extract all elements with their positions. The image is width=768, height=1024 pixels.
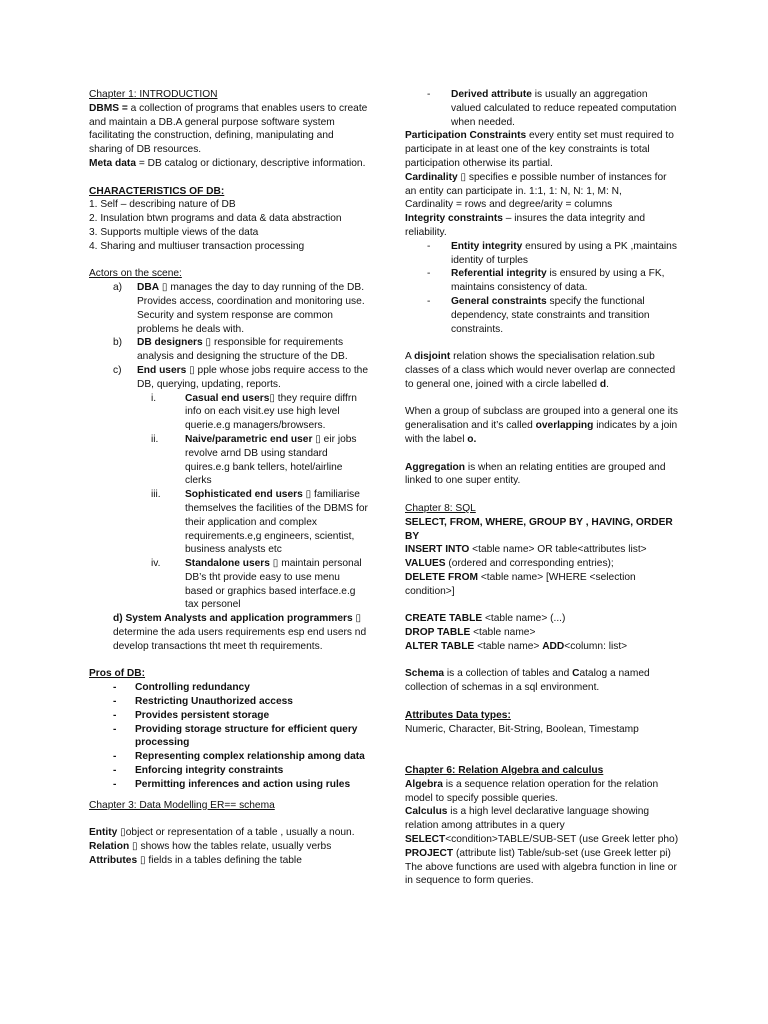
char-item: 2. Insulation btwn programs and data & data abstraction [89,213,342,225]
end-user-item: iv. Standalone users ▯ maintain personal DB’s tht provide easy to use menu based or graphics based interface.e.g tax personel [151,558,362,611]
disjoint-paragraph: A disjoint relation shows the specialisation relation.sub classes of a class which would never overlap are connected to general one, joined with a circle labelled d. [405,351,676,390]
char-item: 1. Self – describing nature of DB [89,199,236,211]
select-line: SELECT<condition>TABLE/SUB-SET (use Greek letter pho) [405,834,679,846]
cardinality-line: Cardinality = rows and degree/arity = columns [405,199,613,211]
pros-item: - Controlling redundancy [113,682,250,694]
char-item: 4. Sharing and multiuser transaction processing [89,240,305,252]
schema-paragraph: Schema is a collection of tables and Catalog a named collection of schemas in a sql environment. [405,668,650,694]
characteristics-heading: CHARACTERISTICS OF DB: [89,185,225,197]
pros-heading: Pros of DB: [89,668,146,680]
integrity-item: - Entity integrity ensured by using a PK ,maintains identity of turples [427,240,677,266]
algebra-definition: Algebra is a sequence relation operation for the relation model to specify possible queries. [405,778,659,804]
attributes-definition: Attributes ▯ fields in a tables defining the table [89,854,302,866]
attribute-types-heading: Attributes Data types: [405,709,511,721]
left-column [89,88,369,868]
attribute-types: Numeric, Character, Bit-String, Boolean, Timestamp [405,723,639,735]
pros-item: - Providing storage structure for efficient query processing [113,723,358,749]
integrity-definition: Integrity constraints – insures the data integrity and reliability. [405,213,646,238]
alter-line: ALTER TABLE <table name> ADD<column: list> [405,640,628,652]
actor-item: c) End users ▯ pple whose jobs require access to the DB, querying, updating, reports. [113,364,368,390]
chapter8-heading: Chapter 8: SQL [405,502,476,514]
above-functions-note: The above functions are used with algebra function in line or in sequence to form queries. [405,861,677,887]
chapter1-heading: Chapter 1: INTRODUCTION [89,89,218,100]
actor-item: b) DB designers ▯ responsible for requirements analysis and designing the structure of the DB. [113,337,348,363]
pros-item: - Enforcing integrity constraints [113,765,284,777]
insert-line: INSERT INTO <table name> OR table<attributes list> [405,544,647,556]
metadata-definition: Meta data = DB catalog or dictionary, descriptive information. [89,157,366,169]
end-user-item: iii. Sophisticated end users ▯ familiarise themselves the facilities of the DBMS for their application and complex requirements.e,g engineers, scientist, business analysts etc [151,489,368,556]
aggregation-paragraph: Aggregation is when an relating entities are grouped and linked to one super entity. [405,461,666,487]
end-user-item: ii. Naive/parametric end user ▯ eir jobs revolve arnd DB using standard quires.e.g bank tellers, hotel/airline clerks [151,433,357,487]
pros-item: - Representing complex relationship among data [113,751,365,763]
actor-item: a) DBA ▯ manages the day to day running of the DB. Provides access, coordination and monitoring use. Security and system response are common problems he deals with. [113,282,365,335]
dbms-definition: DBMS = a collection of programs that enables users to create and maintain a DB.A general purpose software system facilitating the construction, defining, manipulating and sharing of DB resources. [89,102,368,156]
end-user-item: i. Casual end users▯ they require diffrn info on each visit.ey use high level querie.e.g managers/browsers. [151,392,357,432]
cardinality-definition: Cardinality ▯ specifies e possible number of instances for an entity can participate in. 1:1, 1: N, N: 1, M: N, [405,171,667,197]
relation-definition: Relation ▯ shows how the tables relate, usually verbs [89,841,332,853]
pros-item: - Permitting inferences and action using rules [113,778,351,790]
pros-item: - Restricting Unauthorized access [113,696,293,708]
project-line: PROJECT (attribute list) Table/sub-set (use Greek letter pi) [405,847,671,859]
char-item: 3. Supports multiple views of the data [89,226,259,238]
integrity-item: - Referential integrity is ensured by using a FK, maintains consistency of data. [427,268,665,294]
chapter6-heading: Chapter 6: Relation Algebra and calculus [405,765,604,777]
drop-line: DROP TABLE <table name> [405,627,536,639]
sql-keywords: SELECT, FROM, WHERE, GROUP BY , HAVING, ORDER BY [405,516,673,542]
derived-attribute-item: - Derived attribute is usually an aggregation valued calculated to reduce repeated computation when needed. [427,89,677,128]
overlapping-paragraph: When a group of subclass are grouped into a general one its generalisation and it’s called overlapping indicates by a join with the label o. [405,406,678,445]
right-column [405,88,680,888]
calculus-definition: Calculus is a high level declarative language showing relation among attributes in a query [405,806,650,832]
create-line: CREATE TABLE <table name> (...) [405,613,566,625]
values-line: VALUES (ordered and corresponding entries); [405,558,614,570]
entity-definition: Entity ▯object or representation of a table , usually a noun. [89,827,355,839]
system-analysts-item: d) System Analysts and application programmers ▯ determine the ada users requirements esp end users nd develop transactions tht meet th requirements. [113,613,367,652]
actors-heading: Actors on the scene: [89,268,182,280]
participation-definition: Participation Constraints every entity set must required to participate in at least one of the key constraints is total participation otherwise its partial. [405,130,674,169]
pros-item: - Provides persistent storage [113,709,270,721]
chapter3-heading: Chapter 3: Data Modelling ER== schema [89,799,275,811]
integrity-item: - General constraints specify the functional dependency, state constraints and transition constraints. [427,295,650,335]
delete-line: DELETE FROM <table name> [WHERE <selection condition>] [405,571,636,597]
